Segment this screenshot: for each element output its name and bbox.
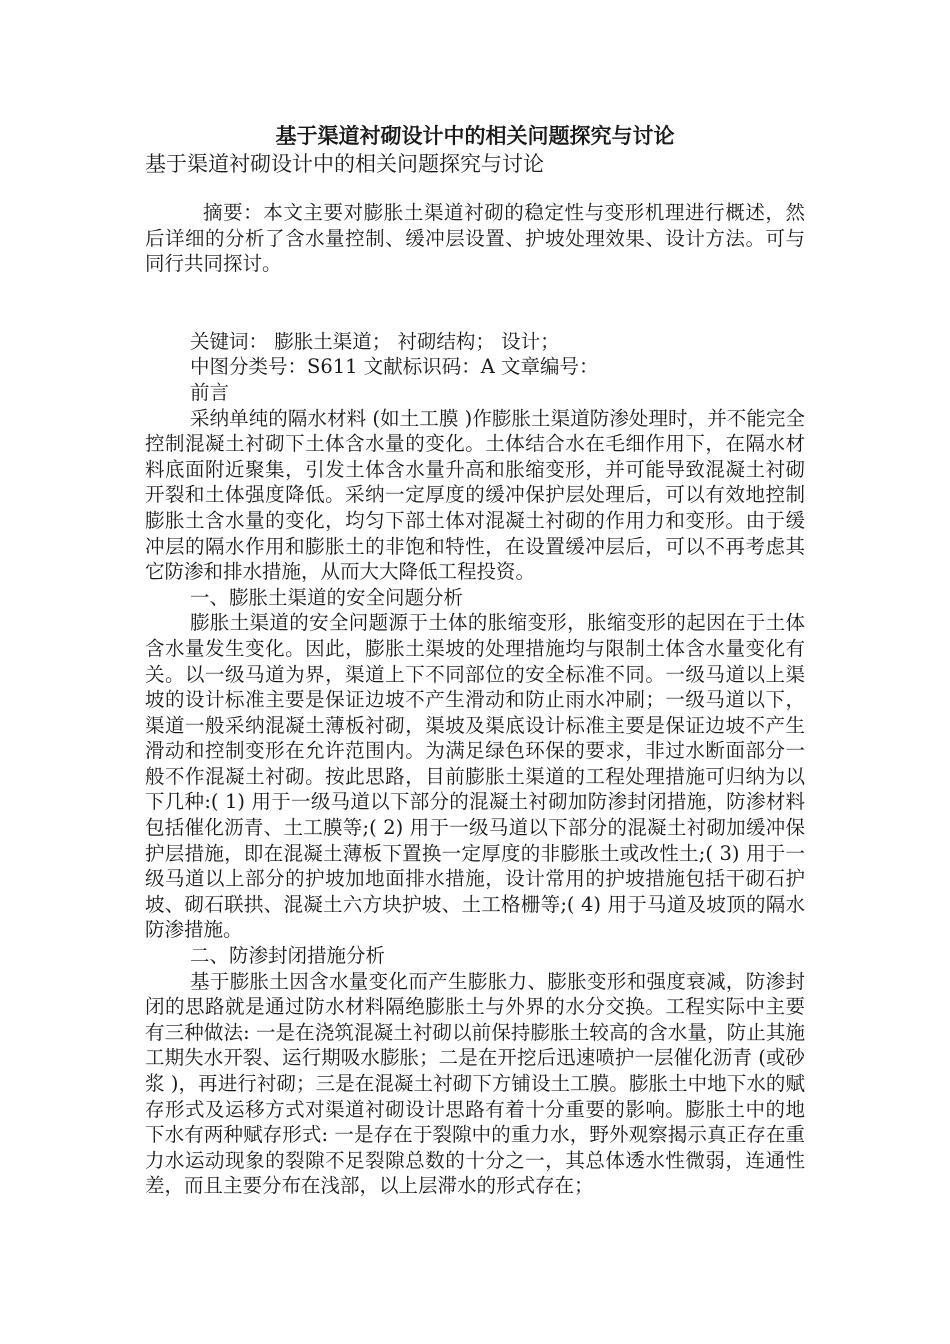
preface-heading: 前言 bbox=[190, 380, 230, 404]
document-title: 基于渠道衬砌设计中的相关问题探究与讨论 bbox=[275, 123, 675, 148]
abstract-paragraph: 摘要：本文主要对膨胀土渠道衬砌的稳定性与变形机理进行概述，然后详细的分析了含水量控制、缓冲层设置、护坡处理效果、设计方法。可与同行共同探讨。 bbox=[145, 201, 805, 276]
preface-paragraph: 采纳单纯的隔水材料 (如土工膜 )作膨胀土渠道防渗处理时，并不能完全控制混凝土衬砌下土体含水量的变化。土体结合水在毛细作用下，在隔水材料底面附近聚集，引发土体含水量升高和胀缩变形，并可能导致混凝土衬砌开裂和土体强度降低。采纳一定厚度的缓冲保护层处理后，可以有效地控制膨胀土含水量的变化，均匀下部土体对混凝土衬砌的作用力和变形。由于缓冲层的隔水作用和膨胀土的非饱和特性，在设置缓冲层后，可以不再考虑其它防渗和排水措施，从而大大降低工程投资。 bbox=[145, 406, 805, 584]
spacer bbox=[145, 277, 805, 329]
document-body bbox=[145, 200, 805, 1199]
section2-heading: 二、防渗封闭措施分析 bbox=[190, 944, 386, 968]
section1-heading: 一、膨胀土渠道的安全问题分析 bbox=[190, 585, 464, 609]
keywords-line: 关键词： 膨胀土渠道； 衬砌结构； 设计； bbox=[190, 329, 560, 353]
document-subtitle: 基于渠道衬砌设计中的相关问题探究与讨论 bbox=[145, 152, 544, 176]
section1-paragraph: 膨胀土渠道的安全问题源于土体的胀缩变形，胀缩变形的起因在于土体含水量发生变化。因此，膨胀土渠坡的处理措施均与限制土体含水量变化有关。以一级马道为界，渠道上下不同部位的安全标准不同。一级马道以上渠坡的设计标准主要是保证边坡不产生滑动和防止雨水冲刷；一级马道以下，渠道一般采纳混凝土薄板衬砌，渠坡及渠底设计标准主要是保证边坡不产生滑动和控制变形在允许范围内。为满足绿色环保的要求，非过水断面部分一般不作混凝土衬砌。按此思路，目前膨胀土渠道的工程处理措施可归纳为以下几种:( 1) 用于一级马道以下部分的混凝土衬砌加防渗封闭措施，防渗材料包括催化沥青、土工膜等;( 2) 用于一级马道以下部分的混凝土衬砌加缓冲保护层措施，即在混凝土薄板下置换一定厚度的非膨胀土或改性土;( 3) 用于一级马道以上部分的护坡加地面排水措施，设计常用的护坡措施包括干砌石护坡、砌石联拱、混凝土六方块护坡、土工格栅等;( 4) 用于马道及坡顶的隔水防渗措施。 bbox=[145, 611, 805, 942]
classification-line: 中图分类号：S611 文献标识码：A 文章编号： bbox=[190, 355, 599, 379]
section2-paragraph: 基于膨胀土因含水量变化而产生膨胀力、膨胀变形和强度衰减，防渗封闭的思路就是通过防水材料隔绝膨胀土与外界的水分交换。工程实际中主要有三种做法: 一是在浇筑混凝土衬砌以前保持膨胀土较高的含水量，防止其施工期失水开裂、运行期吸水膨胀；二是在开挖后迅速喷护一层催化沥青 (或砂浆 )，再进行衬砌；三是在混凝土衬砌下方铺设土工膜。膨胀土中地下水的赋存形式及运移方式对渠道衬砌设计思路有着十分重要的影响。膨胀土中的地下水有两种赋存形式: 一是存在于裂隙中的重力水，野外观察揭示真正存在重力水运动现象的裂隙不足裂隙总数的十分之一，其总体透水性微弱，连通性差，而且主要分布在浅部，以上层滞水的形式存在； bbox=[145, 969, 805, 1198]
